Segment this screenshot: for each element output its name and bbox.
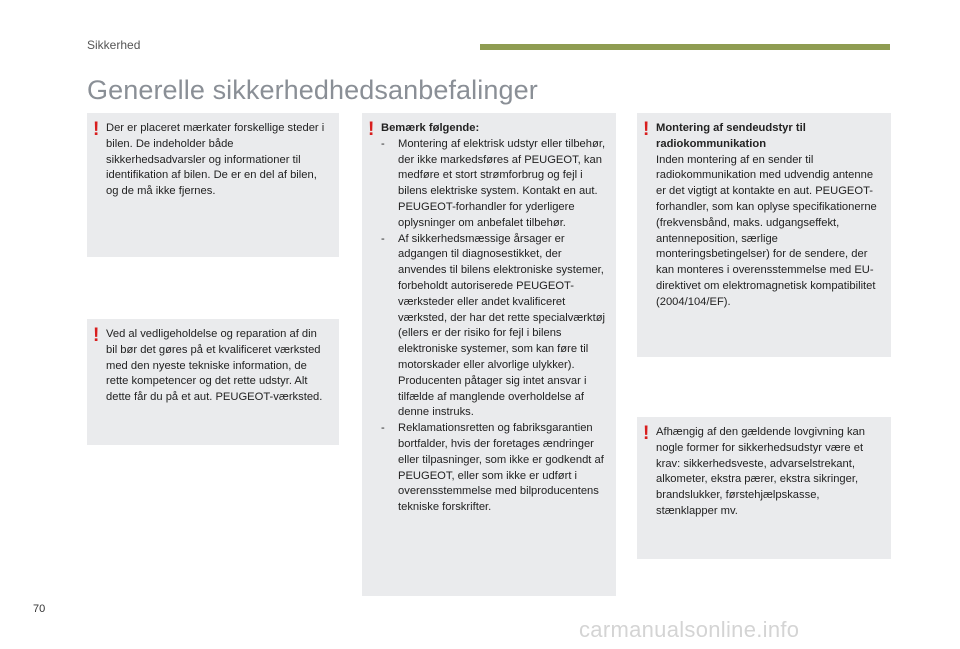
warning-exclamation-icon: ! [93, 119, 100, 140]
list-item [381, 137, 608, 232]
warning-exclamation-icon: ! [368, 119, 375, 140]
maintenance-warning-text: Ved al vedligeholdelse og reparation af din bil bør det gøres på et kvalificeret værksted med den nyeste tekniske information, de rette kompetencer og det rette udstyr. Alt dette får du på et aut. PEUGEOT-værksted. [106, 328, 323, 404]
list-dash: - [381, 137, 385, 150]
warning-exclamation-icon: ! [93, 325, 100, 346]
legislation-warning-text: Afhængig af den gældende lovgivning kan nogle former for sikkerhedsudstyr være et krav: sikkerhedsveste, advarselstrekant, alkometer, ekstra pærer, ekstra sikringer, brandslukker, førstehjælpskasse, stænklapper mv. [656, 426, 865, 517]
list-item-text: Af sikkerhedsmæssige årsager er adgangen til diagnosestikket, der anvendes til bilens elektroniske systemer, forbeholdt autoriserede PEUGEOT-værksteder eller andet kvalificeret værksted, der har det rette specialværktøj (ellers er der risiko for fejl i bilens elektroniske systemer, som kan føre til motorskader eller alvorlige ulykker). Producenten påtager sig intet ansvar i tilfælde af manglende overholdelse af denne instruks. [398, 232, 606, 419]
page-title: Generelle sikkerhedhedsanbefalinger [87, 75, 538, 105]
list-dash: - [381, 422, 385, 435]
radio-heading: Montering af sendeudstyr til radiokommunikation [656, 122, 806, 150]
stickers-warning-box [87, 113, 339, 257]
stickers-warning-text: Der er placeret mærkater forskellige steder i bilen. De indeholder både sikkerhedsadvarsler og informationer til identifikation af bilen. De er en del af bilen, og de må ikke fjernes. [106, 122, 325, 198]
section-accent-bar [480, 44, 890, 50]
notes-warning-box [362, 113, 616, 596]
section-label: Sikkerhed [87, 38, 141, 52]
radio-warning-text: Inden montering af en sender til radiokommunikation med udvendig antenne er det vigtigt at kontakte en aut. PEUGEOT-forhandler, som kan oplyse specifikationerne (frekvensbånd, maks. udgangseffekt, antenneposition, særlige monteringsbetingelser) for de sendere, der kan monteres i overensstemmelse med EU-direktivet om elektromagnetisk kompatibilitet (2004/104/EF). [656, 153, 877, 308]
warning-exclamation-icon: ! [643, 119, 650, 140]
maintenance-warning-box [87, 319, 339, 445]
watermark: carmanualsonline.info [579, 617, 800, 642]
list-item-text: Reklamationsretten og fabriksgarantien bortfalder, hvis der foretages ændringer eller tilpasninger, som ikke er godkendt af PEUGEOT, eller som ikke er udført i overensstemmelse med bilproducentens tekniske forskrifter. [398, 422, 604, 514]
notes-heading: Bemærk følgende: [381, 122, 480, 134]
legislation-warning-box [637, 417, 891, 559]
page-number: 70 [33, 603, 46, 615]
warning-exclamation-icon: ! [643, 423, 650, 444]
list-item [381, 232, 608, 422]
list-item [381, 421, 608, 516]
list-item-text: Montering af elektrisk udstyr eller tilbehør, der ikke markedsføres af PEUGEOT, kan medføre et stort strømforbrug og fejl i bilens elektriske system. Kontakt en aut. PEUGEOT-forhandler for yderligere oplysninger om anbefalet tilbehør. [398, 137, 606, 229]
list-dash: - [381, 232, 385, 245]
radio-warning-box [637, 113, 891, 357]
